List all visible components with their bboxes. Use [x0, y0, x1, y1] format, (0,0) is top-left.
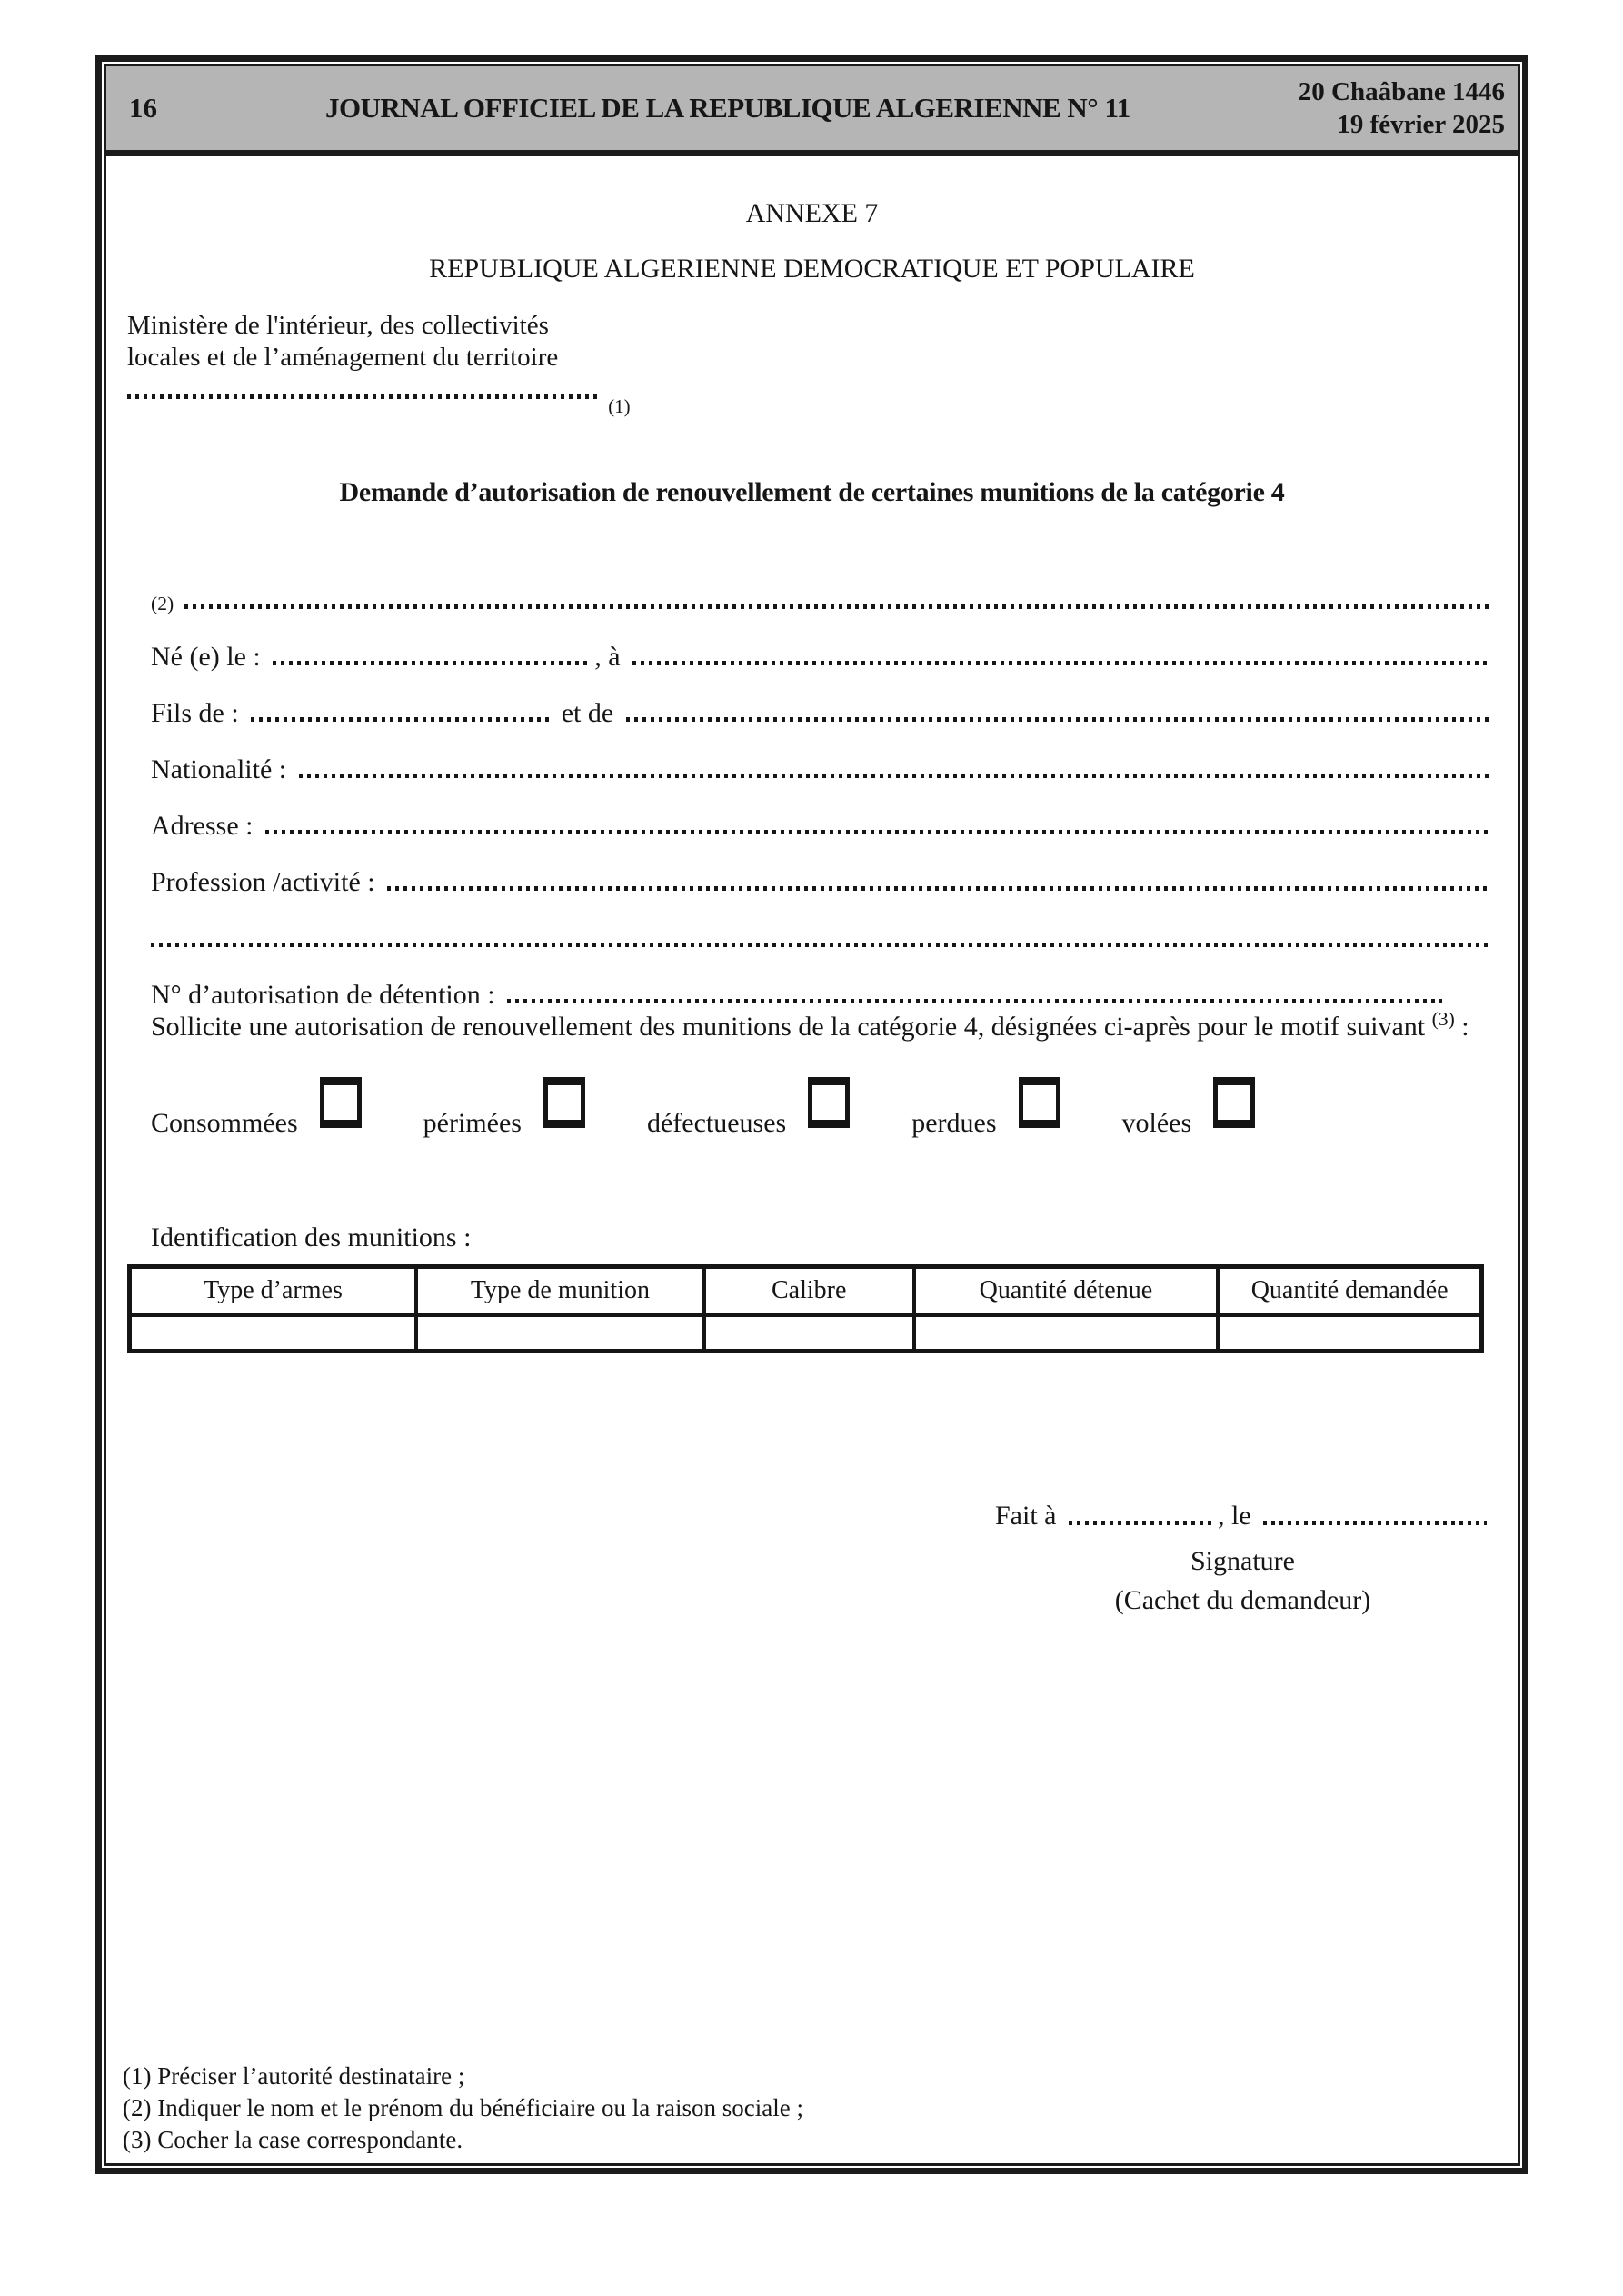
- fait-a-label: Fait à: [995, 1501, 1063, 1531]
- motif-consommees-label: Consommées: [151, 1108, 298, 1138]
- address-blank[interactable]: [265, 830, 1489, 834]
- signature-label: Signature: [1190, 1546, 1295, 1576]
- journal-dates: [1299, 75, 1505, 141]
- request-text: Sollicite une autorisation de renouvellement des munitions de la catégorie 4, désignées ci-après pour le motif suivant: [151, 1012, 1432, 1042]
- profession-continuation-row: [151, 898, 1493, 954]
- cell-quantity-requested[interactable]: [1218, 1315, 1481, 1352]
- birth-date-label: Né (e) le :: [151, 642, 268, 672]
- name-row: (2): [151, 560, 1493, 616]
- ministry-line-1: Ministère de l'intérieur, des collectivités: [127, 311, 549, 340]
- munitions-table-header-row: [130, 1267, 1482, 1315]
- cell-munition-type[interactable]: [416, 1315, 704, 1352]
- father-label: Fils de :: [151, 698, 246, 728]
- birth-row: [151, 616, 1493, 673]
- address-row: [151, 785, 1493, 842]
- name-blank-line[interactable]: [184, 604, 1489, 609]
- parents-row: [151, 673, 1493, 729]
- birth-date-blank[interactable]: [273, 661, 591, 665]
- nationality-label: Nationalité :: [151, 754, 294, 784]
- father-blank[interactable]: [251, 717, 551, 722]
- date-hijri: 20 Chaâbane 1446: [1298, 77, 1505, 106]
- page-frame-outer: [95, 55, 1528, 2174]
- column-header-quantity-held: Quantité détenue: [914, 1267, 1219, 1315]
- date-blank[interactable]: [1263, 1521, 1487, 1525]
- motif-checkbox-row: [151, 1077, 1255, 1139]
- motif-perdues: [911, 1077, 1060, 1139]
- motif-consommees-checkbox[interactable]: [320, 1077, 362, 1128]
- mother-label: et de: [554, 698, 621, 728]
- motif-perdues-label: perdues: [911, 1108, 997, 1138]
- birth-place-blank[interactable]: [632, 661, 1489, 665]
- ministry-line-2: locales et de l’aménagement du territoire: [127, 343, 559, 372]
- cachet-label: (Cachet du demandeur): [1114, 1585, 1371, 1615]
- address-label: Adresse :: [151, 811, 260, 841]
- date-gregorian: 19 février 2025: [1337, 110, 1505, 139]
- page-number: 16: [129, 92, 157, 124]
- signature-block: [995, 1495, 1490, 1616]
- motif-volees-checkbox[interactable]: [1213, 1077, 1255, 1128]
- profession-blank[interactable]: [387, 886, 1489, 891]
- cell-quantity-held[interactable]: [914, 1315, 1219, 1352]
- place-blank[interactable]: [1069, 1521, 1214, 1525]
- column-header-munition-type: Type de munition: [416, 1267, 704, 1315]
- motif-defectueuses-label: défectueuses: [646, 1108, 787, 1138]
- motif-consommees: [151, 1077, 362, 1139]
- munitions-table: [127, 1264, 1484, 1353]
- motif-perimees: [423, 1077, 585, 1139]
- authority-blank-row: (1): [127, 374, 631, 406]
- motif-perdues-checkbox[interactable]: [1019, 1077, 1060, 1128]
- cell-caliber[interactable]: [704, 1315, 914, 1352]
- footnote-3: (3) Cocher la case correspondante.: [123, 2126, 463, 2153]
- authorization-number-label: N° d’autorisation de détention :: [151, 980, 503, 1010]
- form-fields: [151, 560, 1493, 1011]
- motif-perimees-checkbox[interactable]: [543, 1077, 585, 1128]
- munitions-identification-label: Identification des munitions :: [151, 1223, 472, 1253]
- annexe-label: ANNEXE 7: [745, 198, 879, 228]
- motif-defectueuses: [647, 1077, 850, 1139]
- footnote-ref-3: (3): [1431, 1008, 1455, 1030]
- motif-perimees-label: périmées: [423, 1108, 522, 1138]
- nationality-blank[interactable]: [299, 774, 1489, 778]
- profession-continuation-blank[interactable]: [151, 943, 1489, 947]
- footnote-2: (2) Indiquer le nom et le prénom du bénéficiaire ou la raison sociale ;: [123, 2094, 803, 2121]
- place-date-row: [995, 1495, 1490, 1532]
- profession-row: [151, 842, 1493, 898]
- page-frame-inner: [104, 64, 1520, 2166]
- journal-header-band: [106, 66, 1518, 156]
- motif-defectueuses-checkbox[interactable]: [808, 1077, 850, 1128]
- ministry-block: [127, 310, 631, 417]
- column-header-quantity-requested: Quantité demandée: [1218, 1267, 1481, 1315]
- authorization-number-blank[interactable]: [507, 999, 1442, 1003]
- request-colon: :: [1454, 1012, 1469, 1042]
- footnotes: [123, 2061, 803, 2156]
- le-label: , le: [1218, 1501, 1259, 1531]
- request-sentence: [151, 1008, 1493, 1043]
- profession-label: Profession /activité :: [151, 867, 383, 897]
- form-title: Demande d’autorisation de renouvellement de certaines munitions de la catégorie 4: [339, 477, 1285, 507]
- authorization-number-row: [151, 954, 1493, 1011]
- cell-weapon-type[interactable]: [130, 1315, 416, 1352]
- column-header-caliber: Calibre: [704, 1267, 914, 1315]
- munitions-table-empty-row: [130, 1315, 1482, 1352]
- motif-volees: [1122, 1077, 1256, 1139]
- journal-title: JOURNAL OFFICIEL DE LA REPUBLIQUE ALGERIENNE N° 11: [325, 92, 1130, 124]
- authority-blank-line[interactable]: [127, 394, 600, 399]
- motif-volees-label: volées: [1121, 1108, 1192, 1138]
- birth-place-label: , à: [594, 642, 628, 672]
- column-header-weapon-type: Type d’armes: [130, 1267, 416, 1315]
- mother-blank[interactable]: [626, 717, 1489, 722]
- nationality-row: [151, 729, 1493, 785]
- republic-title: REPUBLIQUE ALGERIENNE DEMOCRATIQUE ET POPULAIRE: [429, 254, 1195, 284]
- footnote-1: (1) Préciser l’autorité destinataire ;: [123, 2062, 465, 2090]
